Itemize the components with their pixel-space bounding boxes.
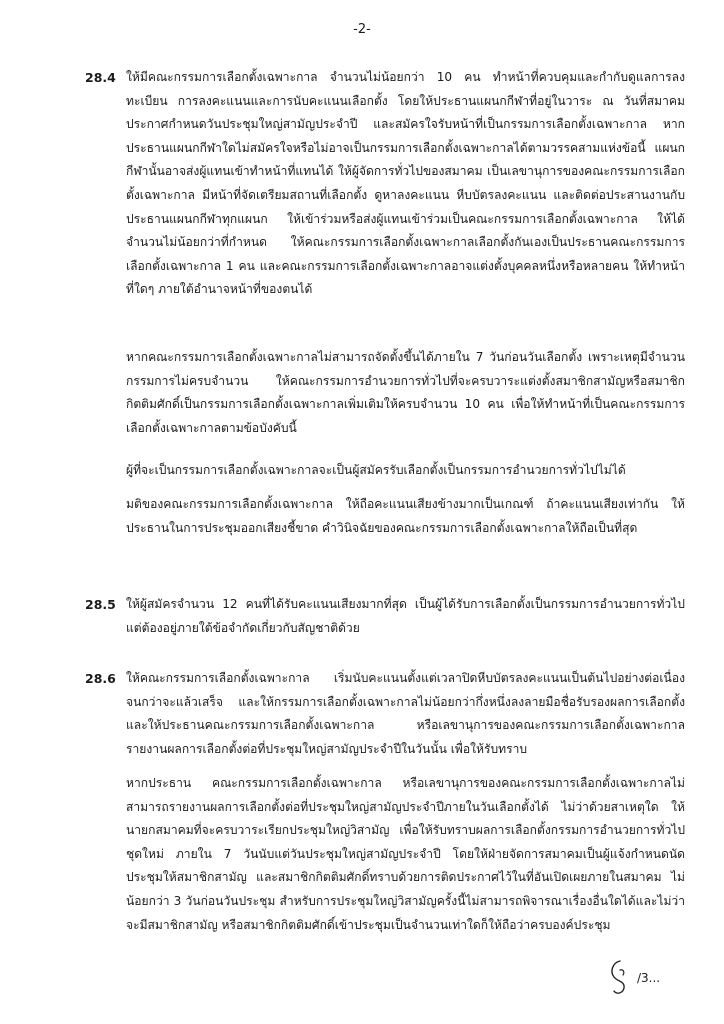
clause-paragraph: ให้ผู้สมัครจำนวน 12 คนที่ได้รับคะแนนเสียงมากที่สุด เป็นผู้ได้รับการเลือกตั้งเป็นกรรมการอำนวยการทั่วไป แต่ต้องอยู่ภายใต้ข้อจำกัดเกี่ยวกับสัญชาติด้วย	[126, 597, 685, 635]
clause-number: 28.6	[85, 671, 116, 686]
clause-28-5	[85, 593, 685, 640]
clause-paragraph: ให้คณะกรรมการเลือกตั้งเฉพาะกาล เริ่มนับคะแนนตั้งแต่เวลาปิดหีบบัตรลงคะแนนเป็นต้นไปอย่างต่อเนื่องจนกว่าจะแล้วเสร็จ และให้กรรมการเลือกตั้งเฉพาะกาลไม่น้อยกว่ากึ่งหนึ่งลงลายมือชื่อรับรองผลการเลือกตั้ง และให้ประธานคณะกรรมการเลือกตั้งเฉพาะกาล หรือเลขานุการของคณะกรรมการเลือกตั้งเฉพาะกาล รายงานผลการเลือกตั้งต่อที่ประชุมใหญ่สามัญประจำปีในวันนั้น เพื่อให้รับทราบ	[126, 671, 685, 756]
page-continuation: /3...	[637, 971, 661, 985]
clause-paragraph: ผู้ที่จะเป็นกรรมการเลือกตั้งเฉพาะกาลจะเป็นผู้สมัครรับเลือกตั้งเป็นกรรมการอำนวยการทั่วไปไม่ได้	[126, 463, 626, 477]
clause-number: 28.4	[85, 70, 116, 85]
clause-paragraph: หากคณะกรรมการเลือกตั้งเฉพาะกาลไม่สามารถจัดตั้งขึ้นได้ภายใน 7 วันก่อนวันเลือกตั้ง เพราะเหตุมีจำนวนกรรมการไม่ครบจำนวน ให้คณะกรรมการอำนวยการทั่วไปที่จะครบวาระแต่งตั้งสมาชิกสามัญหรือสมาชิกกิตติมศักดิ์เป็นกรรมการเลือกตั้งเฉพาะกาลเพิ่มเติมให้ครบจำนวน 10 คน เพื่อให้ทำหน้าที่เป็นคณะกรรมการเลือกตั้งเฉพาะกาลตามข้อบังคับนี้	[126, 350, 685, 435]
signature-mark	[605, 958, 631, 996]
page-number: -2-	[353, 22, 371, 37]
clause-28-6	[85, 667, 685, 761]
clause-paragraph: หากประธาน คณะกรรมการเลือกตั้งเฉพาะกาล หรือเลขานุการของคณะกรรมการเลือกตั้งเฉพาะกาลไม่สามารถรายงานผลการเลือกตั้งต่อที่ประชุมใหญ่สามัญประจำปีภายในวันเลือกตั้งได้ ไม่ว่าด้วยสาเหตุใด ให้นายกสมาคมที่จะครบวาระเรียกประชุมใหญ่วิสามัญ เพื่อให้รับทราบผลการเลือกตั้งกรรมการอำนวยการทั่วไปชุดใหม่ ภายใน 7 วันนับแต่วันประชุมใหญ่สามัญประจำปี โดยให้ฝ่ายจัดการสมาคมเป็นผู้แจ้งกำหนดนัดประชุมให้สมาชิกสามัญ และสมาชิกกิตติมศักดิ์ทราบด้วยการติดประกาศไว้ในที่อันเปิดเผยภายในสมาคม ไม่น้อยกว่า 3 วันก่อนวันประชุม สำหรับการประชุมใหญ่วิสามัญครั้งนี้ไม่สามารถพิจารณาเรื่องอื่นใดได้และไม่ว่าจะมีสมาชิกสามัญ หรือสมาชิกกิตติมศักดิ์เข้าประชุมเป็นจำนวนเท่าใดก็ให้ถือว่าครบองค์ประชุม	[126, 776, 685, 932]
clause-paragraph: มติของคณะกรรมการเลือกตั้งเฉพาะกาล ให้ถือคะแนนเสียงข้างมากเป็นเกณฑ์ ถ้าคะแนนเสียงเท่ากัน ให้ประธานในการประชุมออกเสียงชี้ขาด คำวินิจฉัยของคณะกรรมการเลือกตั้งเฉพาะกาลให้ถือเป็นที่สุด	[126, 497, 685, 535]
clause-28-4	[85, 66, 685, 302]
clause-paragraph: ให้มีคณะกรรมการเลือกตั้งเฉพาะกาล จำนวนไม่น้อยกว่า 10 คน ทำหน้าที่ควบคุมและกำกับดูแลการลงทะเบียน การลงคะแนนและการนับคะแนนเลือกตั้ง โดยให้ประธานแผนกกีฬาที่อยู่ในวาระ ณ วันที่สมาคมประกาศกำหนดวันประชุมใหญ่สามัญประจำปี และสมัครใจรับหน้าที่เป็นกรรมการเลือกตั้งเฉพาะกาล หากประธานแผนกกีฬาใดไม่สมัครใจหรือไม่อาจเป็นกรรมการเลือกตั้งเฉพาะกาลได้ตามวรรคสามแห่งข้อนี้ แผนกกีฬานั้นอาจส่งผู้แทนเข้าทำหน้าที่แทนได้ ให้ผู้จัดการทั่วไปของสมาคม เป็นเลขานุการของคณะกรรมการเลือกตั้งเฉพาะกาล มีหน้าที่จัดเตรียมสถานที่เลือกตั้ง ดูหาลงคะแนน หีบบัตรลงคะแนน และติดต่อประสานงานกับประธานแผนกกีฬาทุกแผนก ให้เข้าร่วมหรือส่งผู้แทนเข้าร่วมเป็นคณะกรรมการเลือกตั้งเฉพาะกาล ให้ได้จำนวนไม่น้อยกว่าที่กำหนด ให้คณะกรรมการเลือกตั้งเฉพาะกาลเลือกตั้งกันเองเป็นประธานคณะกรรมการเลือกตั้งเฉพาะกาล 1 คน และคณะกรรมการเลือกตั้งเฉพาะกาลอาจแต่งตั้งบุคคลหนึ่งหรือหลายคน ให้ทำหน้าที่ใดๆ ภายใต้อำนาจหน้าที่ของตนได้	[126, 70, 685, 297]
clause-number: 28.5	[85, 597, 116, 612]
